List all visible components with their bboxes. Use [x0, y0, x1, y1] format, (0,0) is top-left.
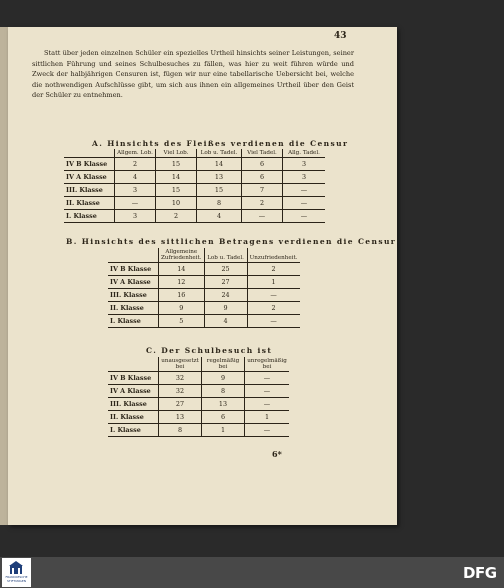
table-cell: 3 — [115, 210, 156, 223]
table-cell: 4 — [197, 210, 242, 223]
table-cell: 7 — [242, 184, 283, 197]
row-label: IV A Klasse — [108, 276, 159, 289]
row-label: III. Klasse — [64, 184, 115, 197]
col-header: unregelmäßig bei — [245, 357, 290, 372]
table-cell: 4 — [204, 315, 247, 328]
table-cell: 32 — [159, 372, 202, 385]
table-cell: 27 — [159, 398, 202, 411]
table-cell: 16 — [159, 289, 205, 302]
row-label: IV A Klasse — [108, 385, 159, 398]
table-row — [108, 398, 289, 411]
table-cell: 1 — [202, 424, 245, 437]
table-corner — [64, 149, 115, 158]
table-cell: — — [245, 372, 290, 385]
table-cell: 14 — [197, 158, 242, 171]
signature-mark: 6* — [272, 449, 282, 459]
row-label: IV A Klasse — [64, 171, 115, 184]
section-b-title: B. Hinsichts des sittlichen Betragens verdienen die Censur — [66, 237, 397, 246]
table-cell: 9 — [204, 302, 247, 315]
table-cell: 12 — [159, 276, 205, 289]
table-cell: 8 — [202, 385, 245, 398]
table-cell: 13 — [202, 398, 245, 411]
row-label: I. Klasse — [64, 210, 115, 223]
table-cell: 9 — [159, 302, 205, 315]
table-cell: 9 — [202, 372, 245, 385]
table-corner — [108, 248, 159, 263]
row-label: IV B Klasse — [64, 158, 115, 171]
table-cell: 4 — [115, 171, 156, 184]
row-label: II. Klasse — [108, 302, 159, 315]
table-cell: 6 — [202, 411, 245, 424]
table-cell: 1 — [247, 276, 299, 289]
table-cell: — — [283, 197, 326, 210]
institution-emblem-icon — [9, 561, 23, 575]
table-cell: 5 — [159, 315, 205, 328]
table-row — [64, 184, 325, 197]
table-cell: — — [247, 289, 299, 302]
table-cell: 1 — [245, 411, 290, 424]
table-cell: — — [283, 210, 326, 223]
table-row — [108, 263, 300, 276]
row-label: III. Klasse — [108, 398, 159, 411]
col-header: Allgem. Lob. — [115, 149, 156, 158]
table-cell: 2 — [247, 263, 299, 276]
col-header: Allg. Tadel. — [283, 149, 326, 158]
table-cell: 3 — [115, 184, 156, 197]
intro-paragraph: Statt über jeden einzelnen Schüler ein spezielles Urtheil hinsichts seiner Leistungen, seiner sittlichen Führung und seines Schulbesuches zu fällen, was hier zu weit führen würde und Zweck der halbjährigen Censuren ist, fügen wir nur eine tabellarische Uebersicht bei, welche die nothwendigen Aufschlüsse gibt, um sich aus ihnen ein allgemeines Urtheil über den Geist der Schüler zu entnehmen. — [32, 49, 354, 99]
table-row — [108, 411, 289, 424]
table-cell: 15 — [197, 184, 242, 197]
table-cell: 13 — [197, 171, 242, 184]
row-label: III. Klasse — [108, 289, 159, 302]
table-row — [64, 197, 325, 210]
col-header: Lob u. Tadel. — [197, 149, 242, 158]
table-corner — [108, 357, 159, 372]
row-label: IV B Klasse — [108, 372, 159, 385]
table-cell: 32 — [159, 385, 202, 398]
table-conduct — [108, 248, 300, 328]
table-cell: 2 — [156, 210, 197, 223]
table-row — [108, 372, 289, 385]
row-label: IV B Klasse — [108, 263, 159, 276]
col-header: Viel Tadel. — [242, 149, 283, 158]
table-cell: 6 — [242, 158, 283, 171]
col-header: Unzufriedenheit. — [247, 248, 299, 263]
table-cell: 3 — [283, 171, 326, 184]
row-label: I. Klasse — [108, 424, 159, 437]
table-cell: 24 — [204, 289, 247, 302]
dfg-logo[interactable]: DFG — [463, 564, 497, 582]
table-cell: 8 — [159, 424, 202, 437]
table-cell: 14 — [159, 263, 205, 276]
table-row — [108, 385, 289, 398]
table-cell: — — [245, 385, 290, 398]
table-cell: — — [242, 210, 283, 223]
table-cell: 14 — [156, 171, 197, 184]
table-cell: 3 — [283, 158, 326, 171]
table-row — [108, 315, 300, 328]
table-cell: 2 — [242, 197, 283, 210]
row-label: II. Klasse — [64, 197, 115, 210]
table-cell: 6 — [242, 171, 283, 184]
table-cell: 15 — [156, 184, 197, 197]
table-cell: — — [245, 424, 290, 437]
table-cell: 10 — [156, 197, 197, 210]
viewer-footer-bar — [0, 557, 504, 588]
table-cell: — — [247, 315, 299, 328]
table-row — [64, 171, 325, 184]
col-header: Allgemeine Zufriedenheit. — [159, 248, 205, 263]
col-header: unausgesetzt bei — [159, 357, 202, 372]
table-cell: 2 — [247, 302, 299, 315]
page-number: 43 — [334, 31, 347, 41]
table-row — [108, 424, 289, 437]
page-edge — [0, 27, 8, 525]
table-cell: 8 — [197, 197, 242, 210]
table-cell: 13 — [159, 411, 202, 424]
table-cell: — — [115, 197, 156, 210]
col-header: Viel Lob. — [156, 149, 197, 158]
section-c-title: C. Der Schulbesuch ist — [146, 346, 273, 355]
table-cell: — — [283, 184, 326, 197]
table-cell: 25 — [204, 263, 247, 276]
table-cell: 15 — [156, 158, 197, 171]
table-cell: — — [245, 398, 290, 411]
table-row — [108, 289, 300, 302]
institution-logo-text: FRANCKESCHE STIFTUNGEN — [5, 575, 28, 583]
table-attendance — [108, 357, 289, 437]
table-row — [108, 276, 300, 289]
table-diligence — [64, 149, 325, 223]
col-header: Lob u. Tadel. — [204, 248, 247, 263]
table-row — [64, 158, 325, 171]
row-label: I. Klasse — [108, 315, 159, 328]
table-row — [108, 302, 300, 315]
table-cell: 27 — [204, 276, 247, 289]
section-a-title: A. Hinsichts des Fleißes verdienen die Censur — [92, 139, 349, 148]
table-row — [64, 210, 325, 223]
row-label: II. Klasse — [108, 411, 159, 424]
table-cell: 2 — [115, 158, 156, 171]
col-header: regelmäßig bei — [202, 357, 245, 372]
